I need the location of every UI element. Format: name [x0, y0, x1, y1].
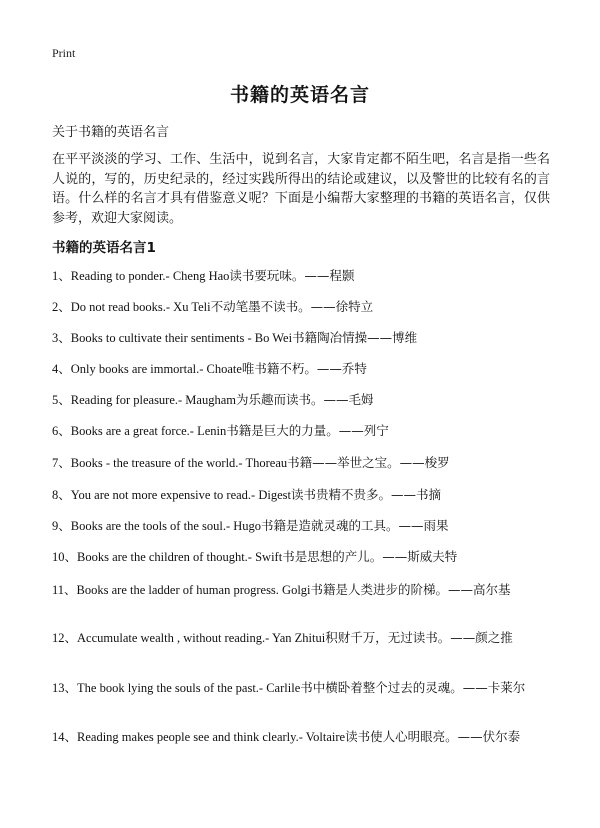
- quote-english: Books are the tools of the soul.- Hugo: [70, 519, 262, 533]
- quote-english: Reading to ponder.- Cheng Hao: [70, 269, 230, 283]
- quote-english: Accumulate wealth , without reading.- Yan Zhitui: [77, 631, 326, 645]
- quote-number: 3、: [52, 331, 71, 345]
- quote-item: [52, 453, 550, 473]
- quote-number: 13、: [52, 681, 78, 695]
- quote-chinese: 为乐趣而读书。——毛姆: [236, 392, 374, 407]
- intro-paragraph: 在平平淡淡的学习、工作、生活中，说到名言，大家肯定都不陌生吧，名言是指一些名人说的，写的，历史纪录的，经过实践所得出的结论或建议，以及警世的比较有名的言语。什么样的名言才具有借鉴意义呢？下面是小编帮大家整理的书籍的英语名言，仅供参考，欢迎大家阅读。: [52, 152, 550, 226]
- section-heading: 书籍的英语名言1: [52, 240, 156, 256]
- quote-item: [52, 266, 550, 286]
- quote-chinese: 不动笔墨不读书。——徐特立: [210, 299, 374, 314]
- quote-chinese: 书籍陶冶情操——博维: [292, 330, 418, 345]
- quote-chinese: 书籍是巨大的力量。——列宁: [226, 423, 389, 438]
- quote-chinese: 读书使人心明眼亮。——伏尔泰: [345, 729, 521, 744]
- quote-item: [52, 328, 550, 348]
- quote-number: 14、: [52, 730, 78, 744]
- quote-item: [52, 678, 550, 698]
- quote-chinese: 书籍是人类进步的阶梯。——高尔基: [310, 582, 511, 597]
- quote-number: 1、: [52, 269, 71, 283]
- quote-item: [52, 580, 550, 600]
- quote-english: Do not read books.- Xu Teli: [70, 300, 211, 314]
- quote-item: [52, 359, 550, 379]
- quote-english: Reading for pleasure.- Maugham: [70, 393, 236, 407]
- subtitle: 关于书籍的英语名言: [52, 125, 170, 140]
- quote-item: [52, 390, 550, 410]
- quote-item: [52, 485, 550, 505]
- quote-number: 8、: [52, 488, 71, 502]
- quote-item: [52, 421, 550, 441]
- quote-number: 5、: [52, 393, 71, 407]
- quote-english: You are not more expensive to read.- Digest: [70, 488, 291, 502]
- quote-chinese: 书籍——举世之宝。——梭罗: [287, 455, 450, 470]
- quote-number: 2、: [52, 300, 71, 314]
- quote-item: [52, 547, 550, 567]
- quote-number: 10、: [52, 550, 78, 564]
- quote-english: Books to cultivate their sentiments - Bo Wei: [70, 331, 293, 345]
- quote-number: 12、: [52, 631, 78, 645]
- quote-english: Reading makes people see and think clearly.- Voltaire: [77, 730, 346, 744]
- print-link[interactable]: Print: [52, 46, 76, 60]
- quote-english: The book lying the souls of the past.- Carlile: [77, 681, 301, 695]
- quote-item: [52, 727, 550, 747]
- quote-number: 4、: [52, 362, 71, 376]
- quote-english: Books are the children of thought.- Swift: [77, 550, 283, 564]
- quote-chinese: 书中横卧着整个过去的灵魂。——卡莱尔: [300, 680, 526, 695]
- quote-chinese: 书是思想的产儿。——斯威夫特: [282, 549, 458, 564]
- quote-chinese: 唯书籍不朽。——乔特: [241, 361, 367, 376]
- quote-english: Books are a great force.- Lenin: [70, 424, 227, 438]
- quote-number: 6、: [52, 424, 71, 438]
- quote-english: Books - the treasure of the world.- Thoreau: [70, 456, 288, 470]
- quote-english: Books are the ladder of human progress. Golgi: [76, 583, 311, 597]
- quote-item: [52, 628, 550, 648]
- quote-number: 7、: [52, 456, 71, 470]
- quote-number: 11、: [52, 583, 77, 597]
- quote-number: 9、: [52, 519, 71, 533]
- quote-chinese: 读书贵精不贵多。——书摘: [290, 487, 441, 502]
- quote-chinese: 书籍是造就灵魂的工具。——雨果: [261, 518, 449, 533]
- quote-item: [52, 516, 550, 536]
- quote-chinese: 积财千万，无过读书。——颜之推: [325, 630, 513, 645]
- page-title: 书籍的英语名言: [229, 84, 370, 106]
- quote-item: [52, 297, 550, 317]
- quote-chinese: 读书要玩味。——程颢: [229, 268, 355, 283]
- quote-english: Only books are immortal.- Choate: [70, 362, 242, 376]
